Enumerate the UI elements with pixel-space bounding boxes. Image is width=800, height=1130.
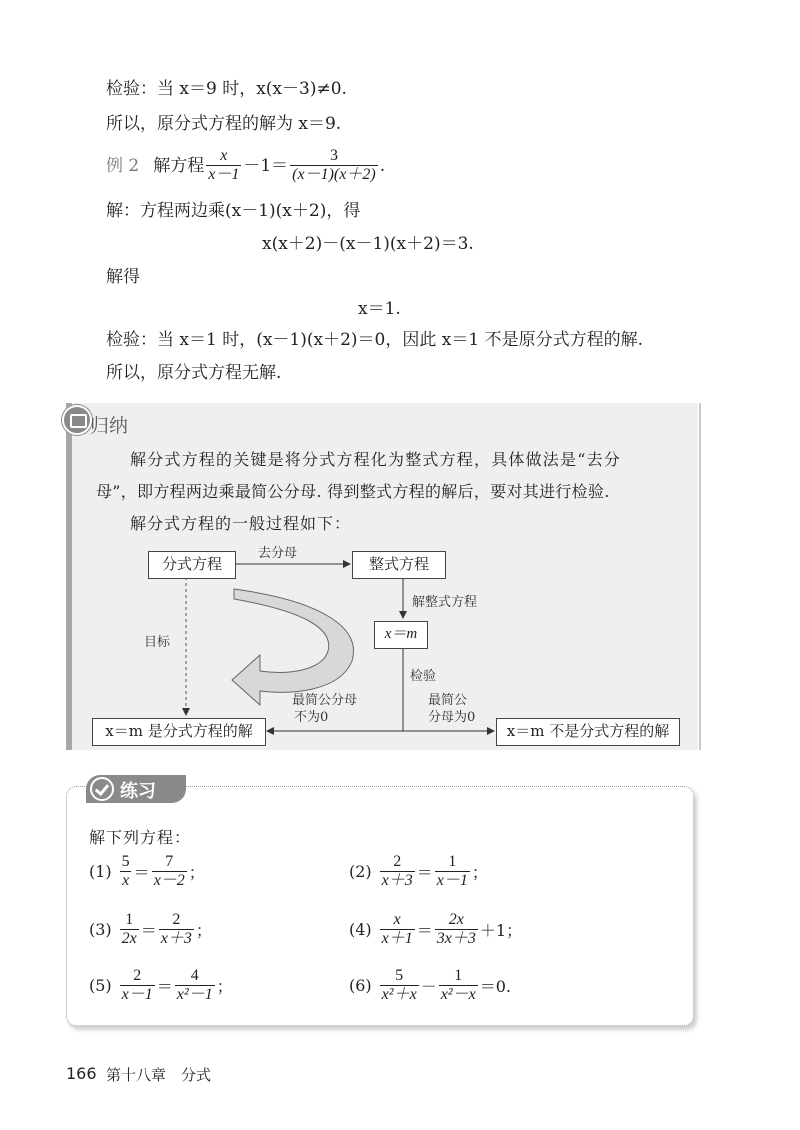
- exercise-box: [66, 786, 694, 1026]
- summary-para-1-line-1: 解分式方程的关键是将分式方程化为整式方程，具体做法是“去分: [130, 450, 621, 469]
- fraction-denominator: x－1: [436, 872, 468, 889]
- operator: ＝: [156, 977, 173, 996]
- lhs-numerator: x: [220, 147, 228, 164]
- exercise-title: 练习: [120, 781, 156, 802]
- label-lcd-zero-1: 最简公: [428, 693, 468, 708]
- rhs-denominator: (x－1)(x＋2): [292, 166, 376, 183]
- page-number: 166: [66, 1064, 97, 1083]
- example-prefix: 解方程: [153, 155, 205, 176]
- fraction-numerator: 5: [395, 967, 404, 984]
- fraction-denominator: x－2: [153, 872, 185, 889]
- example-2-statement: [106, 147, 385, 184]
- fraction-denominator: x²－1: [176, 986, 213, 1003]
- label-check: 检验: [410, 669, 437, 684]
- fraction-denominator: x²－x: [440, 986, 476, 1003]
- fraction-numerator: 1: [454, 967, 463, 984]
- example-rhs-fraction: [290, 147, 378, 184]
- item-tail: ；: [188, 863, 205, 882]
- conclusion-line-1: 所以，原分式方程的解为 x＝9.: [106, 114, 342, 134]
- summary-right-border: [699, 403, 701, 750]
- item-tail: ＝0.: [479, 977, 511, 996]
- example-lhs-fraction: [206, 147, 241, 184]
- fraction-numerator: 2: [133, 967, 142, 984]
- flow-box-is-solution: x＝m 是分式方程的解: [92, 718, 266, 746]
- exercise-item-label: (6): [349, 976, 372, 995]
- label-lcd-nonzero-2: 不为0: [294, 710, 329, 725]
- fraction-numerator: 2: [393, 853, 402, 870]
- label-clear-denominator: 去分母: [258, 546, 298, 561]
- check-line-1: 检验：当 x＝9 时，x(x－3)≠0.: [106, 79, 347, 99]
- summary-box: [66, 403, 698, 750]
- exercise-item-5: [89, 967, 233, 1004]
- exercise-item-6: [349, 967, 511, 1004]
- summary-para-2: 解分式方程的一般过程如下：: [130, 514, 352, 533]
- example-end: .: [379, 155, 386, 176]
- operator: ＝: [140, 921, 157, 940]
- exercise-item-label: (3): [89, 920, 112, 939]
- exercise-instruction: 解下列方程：: [89, 828, 192, 847]
- item-tail: ；: [195, 921, 212, 940]
- fraction-numerator: 7: [165, 853, 174, 870]
- lhs-denominator: x－1: [208, 166, 240, 183]
- label-solve-integral: 解整式方程: [412, 595, 478, 610]
- label-goal: 目标: [144, 635, 171, 650]
- fraction-denominator: x＋3: [381, 872, 413, 889]
- operator: ＝: [416, 921, 433, 940]
- item-tail: ；: [471, 863, 488, 882]
- fraction-numerator: 1: [125, 911, 134, 928]
- flow-box-x-equals-m: x＝m: [374, 621, 428, 649]
- exercise-item-label: (5): [89, 976, 112, 995]
- checkmark-icon: [90, 777, 114, 801]
- fraction-denominator: x＋1: [381, 930, 413, 947]
- example-minus-one: －1＝: [243, 155, 289, 176]
- flow-box-integral-equation: 整式方程: [352, 551, 446, 579]
- fraction-numerator: 1: [448, 853, 457, 870]
- fraction-denominator: x: [122, 872, 130, 889]
- label-lcd-nonzero-1: 最简公分母: [292, 693, 358, 708]
- solution-conclusion: 所以，原分式方程无解.: [106, 363, 282, 383]
- fraction-numerator: 5: [121, 853, 130, 870]
- example-label: 例 2: [106, 155, 140, 176]
- fraction-denominator: x－1: [121, 986, 153, 1003]
- solution-check: 检验：当 x＝1 时，(x－1)(x＋2)＝0，因此 x＝1 不是原分式方程的解.: [106, 330, 643, 350]
- operator: ＝: [133, 863, 150, 882]
- chapter-title: 第十八章 分式: [106, 1066, 212, 1084]
- solution-equation-1: x(x＋2)－(x－1)(x＋2)＝3.: [262, 234, 474, 254]
- solution-get: 解得: [106, 267, 140, 287]
- fraction-numerator: 4: [190, 967, 199, 984]
- exercise-item-label: (1): [89, 862, 112, 881]
- fraction-numerator: 2x: [448, 911, 464, 928]
- exercise-item-label: (4): [349, 920, 372, 939]
- flow-box-fractional-equation: 分式方程: [148, 551, 236, 579]
- exercise-item-2: [349, 853, 488, 890]
- solution-intro: 解：方程两边乘(x－1)(x＋2)，得: [106, 201, 361, 221]
- fraction-denominator: 3x＋3: [436, 930, 476, 947]
- summary-para-1-line-2: 母”，即方程两边乘最简公分母. 得到整式方程的解后，要对其进行检验.: [96, 482, 610, 501]
- item-tail: ＋1；: [479, 921, 523, 940]
- fraction-denominator: x＋3: [160, 930, 192, 947]
- fraction-denominator: x²＋x: [381, 986, 417, 1003]
- fraction-numerator: x: [393, 911, 401, 928]
- exercise-item-3: [89, 911, 212, 948]
- exercise-tab: [86, 775, 186, 803]
- exercise-item-label: (2): [349, 862, 372, 881]
- fraction-numerator: 2: [172, 911, 181, 928]
- exercise-item-1: [89, 853, 205, 890]
- operator: ＝: [416, 863, 433, 882]
- rhs-numerator: 3: [329, 147, 338, 164]
- summary-title: 归纳: [90, 415, 129, 437]
- solution-equation-2: x＝1.: [358, 299, 401, 319]
- fraction-denominator: 2x: [121, 930, 137, 947]
- flow-box-not-solution: x＝m 不是分式方程的解: [496, 718, 680, 746]
- exercise-item-4: [349, 911, 522, 948]
- item-tail: ；: [216, 977, 233, 996]
- label-lcd-zero-2: 分母为0: [428, 710, 476, 725]
- operator: －: [420, 977, 437, 996]
